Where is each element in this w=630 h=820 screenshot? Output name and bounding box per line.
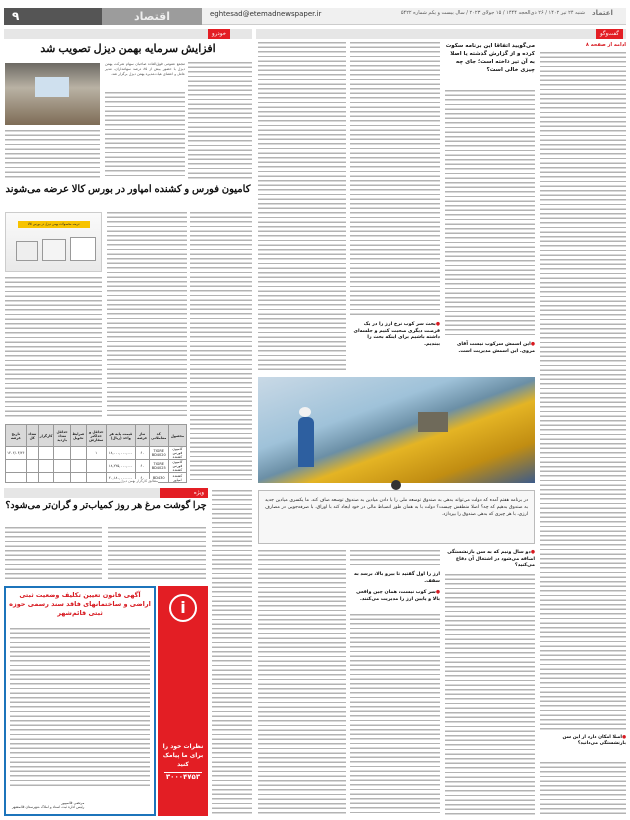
diesel-lead: مجمع عمومی فوق‌العاده صاحبان سهام شرکت بهمن دیزل با حضور بیش از ۸۵ درصد سهامداران، مدیر عامل و اعضای هیات‌مدیره بهمن دیزل برگزار شد. <box>105 62 185 76</box>
headline-diesel: افزایش سرمایه بهمن دیزل تصویب شد <box>4 42 252 57</box>
table-cell: کارگزار <box>38 425 54 447</box>
body-text <box>5 277 102 418</box>
table-cell <box>26 447 38 460</box>
continued-label: ادامه از صفحه ۸ <box>540 42 626 48</box>
sms-text: نظرات خود را برای ما پیامک کنید <box>162 743 204 768</box>
trucks-banner: عرضه محصولات بهمن دیزل در بورس کالا <box>18 221 90 228</box>
body-text <box>5 130 100 180</box>
notice-title: آگهی قانون تعیین تکلیف وضعیت ثبتی اراضی و ساختمانهای فاقد سند رسمی حوزه ثبتی قائم‌شهر <box>6 588 154 621</box>
table-cell <box>54 473 70 483</box>
email-link[interactable]: eghtesad@etemadnewspaper.ir <box>210 10 322 18</box>
table-cell <box>70 447 86 460</box>
table-cell: ۱۸,۲۲۵,۰۰۰,۰۰۰ <box>106 460 135 473</box>
section-tag-auto: خودرو <box>208 29 230 39</box>
table-cell: کامیون فورس کشنده <box>168 447 186 460</box>
question-5: ●اصلا امکان دارد از این سن بازنشستگی می‌دانید؟ <box>540 735 626 747</box>
table-cell: ۶۰ <box>135 473 149 483</box>
table-cell <box>86 460 106 473</box>
body-text <box>445 574 535 816</box>
sms-number: ۳۰۰۰۴۷۵۳ <box>165 773 201 781</box>
body-text <box>540 52 626 730</box>
table-cell: تناژ عرضه <box>135 425 149 447</box>
table-row <box>6 460 187 473</box>
table-cell: کشنده امپاور <box>168 473 186 483</box>
body-text <box>540 762 626 816</box>
body-text <box>5 527 102 580</box>
table-cell: TIGRE BD4020 <box>149 447 168 460</box>
table-cell: BD430 <box>149 473 168 483</box>
meeting-photo <box>5 63 100 125</box>
table-row <box>6 473 187 483</box>
table-cell <box>54 460 70 473</box>
info-icon: i <box>169 594 197 622</box>
table-cell <box>38 460 54 473</box>
body-text <box>258 42 346 372</box>
table-cell <box>26 460 38 473</box>
table-cell <box>86 473 106 483</box>
table-cell: ۲۰,۱۸۰,۰۰۰,۰۰۰ <box>106 473 135 483</box>
body-text <box>212 490 252 816</box>
body-text <box>350 42 440 318</box>
table-cell <box>26 473 38 483</box>
body-text <box>188 62 252 180</box>
body-text <box>190 212 252 480</box>
table-cell <box>54 447 70 460</box>
table-cell <box>38 473 54 483</box>
body-text <box>350 614 440 816</box>
section-tag-interview: گفت‌وگو <box>596 29 623 39</box>
table-cell: محصول <box>168 425 186 447</box>
question-2: ●بحث سر کوب نرخ ارز را در یک فرصت دیگری صحبت کنیم و جلسه‌ای داشته باشیم برای اینکه بحث را ببندیم. <box>350 322 440 348</box>
body-text <box>350 550 440 568</box>
body-text <box>258 550 346 816</box>
dateline: شنبه ۲۴ تیر ۱۴۰۲ / ۲۶ ذی‌الحجه ۱۴۴۴ / ۱۵ جولای ۲۰۲۳ / سال بیست و یکم شماره ۵۴۲۲ <box>400 10 585 16</box>
headline-trucks: کامیون فورس و کشنده امپاور در بورس کالا عرضه می‌شوند <box>5 184 251 195</box>
table-cell: کامیون فورس کشنده <box>168 460 186 473</box>
table-cell <box>38 447 54 460</box>
legal-notice <box>4 586 156 816</box>
table-cell: ۶۰ <box>135 460 149 473</box>
table-cell <box>70 473 86 483</box>
body-text <box>107 212 187 418</box>
question-7: ●سر کوب نیست، همان چین واقعی بالا و پایین ارز را مدیریت می‌کنند. <box>350 590 440 603</box>
table-cell: قیمت پایه هر واحد (ریال) <box>106 425 135 447</box>
photo-caption: در برنامه هفتم آمده که دولت می‌تواند بدهی به صندوق توسعه ملی را با دادن میادین به صندوق توسعه صاف کند. ما یکسری میادین جدید به صندوق بدهیم که چه؟ اصلا منطقش چیست؟ دولت با به همان طور انضباط مالی در خود ایجاد کند با اوراق، با صرفه‌جویی در مصارف ارزی، با هر چیزی که بدهی صندوق را بپردازد. <box>258 490 535 544</box>
oil-platform-photo <box>258 377 535 483</box>
table-cell <box>6 425 187 447</box>
offer-table <box>5 424 187 483</box>
newspaper-logo: اعتماد <box>592 9 613 17</box>
question-6: ارز را اول گفتید تا بیرو بالا، برسد به سقف. <box>350 572 440 585</box>
table-row <box>6 447 187 460</box>
question-4: ●دو سال ونیم که به سن بازنشستگی اضافه می‌شود در اشتغال آن دفاع می‌کنید؟ <box>445 550 535 570</box>
table-cell: ۱۸,۰۰۰,۰۰۰,۰۰۰ <box>106 447 135 460</box>
table-cell: حداقل تعداد بازدید <box>54 425 70 447</box>
table-cell <box>6 473 27 483</box>
body-text <box>105 92 185 178</box>
table-cell: کد معاملاتی <box>149 425 168 447</box>
section-bar-right <box>256 29 626 39</box>
sms-panel <box>158 586 208 816</box>
trucks-image <box>5 212 102 272</box>
table-cell: تعداد کل <box>26 425 38 447</box>
table-cell: شرایط تحویل <box>70 425 86 447</box>
table-cell: TIGRE BD4025 <box>149 460 168 473</box>
section-tag-special: ویژه <box>160 488 208 498</box>
notice-signature: مرتضی قائمیپور رئیس اداره ثبت اسناد و املاک شهرستان قائمشهر <box>12 801 85 809</box>
table-cell: ۱ <box>86 447 106 460</box>
table-cell: تاریخ عرضه <box>6 425 27 447</box>
page-number: ۹ <box>4 8 102 25</box>
question-1: می‌گویید اتفاقا این برنامه سکوت کرده و از گزارش گذشته یا اصلا به آن تیر داخته است؛ جای چه چیزی خالی است؟ <box>445 43 535 73</box>
projector-screen <box>35 77 69 97</box>
table-cell <box>70 460 86 473</box>
table-cell: حداقل و حداکثر سفارش <box>86 425 106 447</box>
body-text <box>10 628 150 788</box>
table-note: مطابق کارگزار بهمن دیزل <box>120 479 159 483</box>
section-title: اقتصاد <box>102 8 202 25</box>
table-cell: ۱۴۰۲/۰۴/۲۶ <box>6 447 27 460</box>
body-text <box>108 527 206 580</box>
quote-icon <box>391 480 401 490</box>
question-3: ●این اسمش سرکوب نیست آقای مروی. این اسمش مدیریت است. <box>445 342 535 355</box>
table-cell <box>6 460 27 473</box>
headline-chicken: چرا گوشت مرغ هر روز کمیاب‌تر و گران‌تر می‌شود؟ <box>5 500 207 511</box>
table-cell: ۶۰ <box>135 447 149 460</box>
body-text <box>445 90 535 336</box>
